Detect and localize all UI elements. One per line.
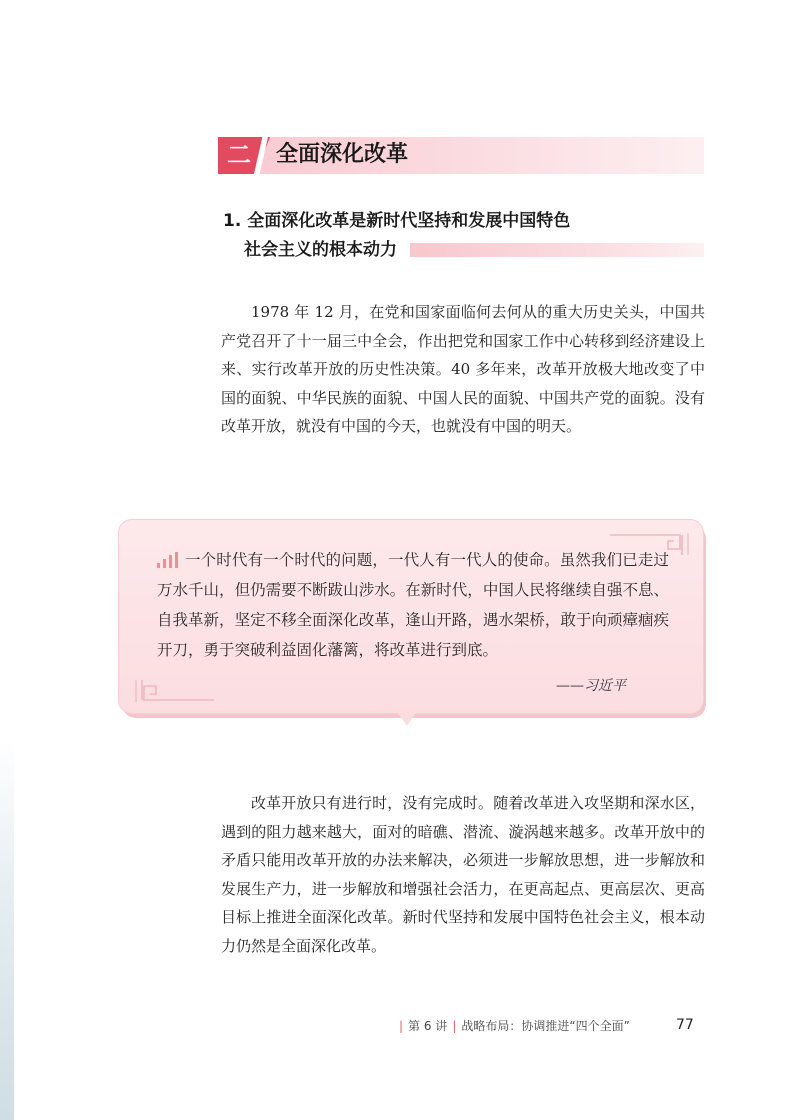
footer-separator: | xyxy=(452,1019,457,1033)
page-edge-decoration xyxy=(0,740,14,1120)
section-number: 二 xyxy=(227,141,251,169)
quote-box-pointer xyxy=(396,710,418,726)
subsection-heading-line2: 社会主义的根本动力 xyxy=(244,240,397,260)
subsection-heading xyxy=(223,207,703,265)
body-paragraph-1: 1978 年 12 月，在党和国家面临何去何从的重大历史关头，中国共产党召开了十一届三中全会，作出把党和国家工作中心转移到经济建设上来、实行改革开放的历史性决策。40 多年来，改革开放极大地改变了中国的面貌、中华民族的面貌、中国人民的面貌、中国共产党的面貌。没有改革开放，就没有中国的今天，也就没有中国的明天。 xyxy=(221,303,705,436)
page-number: 77 xyxy=(676,1017,694,1033)
body-paragraph-2: 改革开放只有进行时，没有完成时。随着改革进入攻坚期和深水区，遇到的阻力越来越大，面对的暗礁、潜流、漩涡越来越多。改革开放中的矛盾只能用改革开放的办法来解决，必须进一步解放思想，进一步解放和发展生产力，进一步解放和增强社会活力，在更高起点、更高层次、更高目标上推进全面深化改革。新时代坚持和发展中国特色社会主义，根本动力仍然是全面深化改革。 xyxy=(221,794,705,955)
section-title: 全面深化改革 xyxy=(276,142,409,167)
corner-ornament-bottom-left-icon xyxy=(128,680,214,704)
quote-text: 一个时代有一个时代的问题，一代人有一代人的使命。虽然我们已走过万水千山，但仍需要不断跋山涉水。在新时代，中国人民将继续自强不息、自我革新，坚定不移全面深化改革，逢山开路，遇水架桥，敢于向顽瘴痼疾开刀，勇于突破利益固化藩篱，将改革进行到底。 xyxy=(157,551,669,659)
footer-separator: | xyxy=(399,1019,404,1033)
quote-signature: ——习近平 xyxy=(556,678,626,694)
footer-lecture: 第 6 讲 xyxy=(408,1019,448,1033)
page-footer xyxy=(394,1016,630,1036)
subsection-heading-line1: 1. 全面深化改革是新时代坚持和发展中国特色 xyxy=(223,211,571,231)
footer-title: 战略布局：协调推进“四个全面” xyxy=(461,1019,630,1033)
